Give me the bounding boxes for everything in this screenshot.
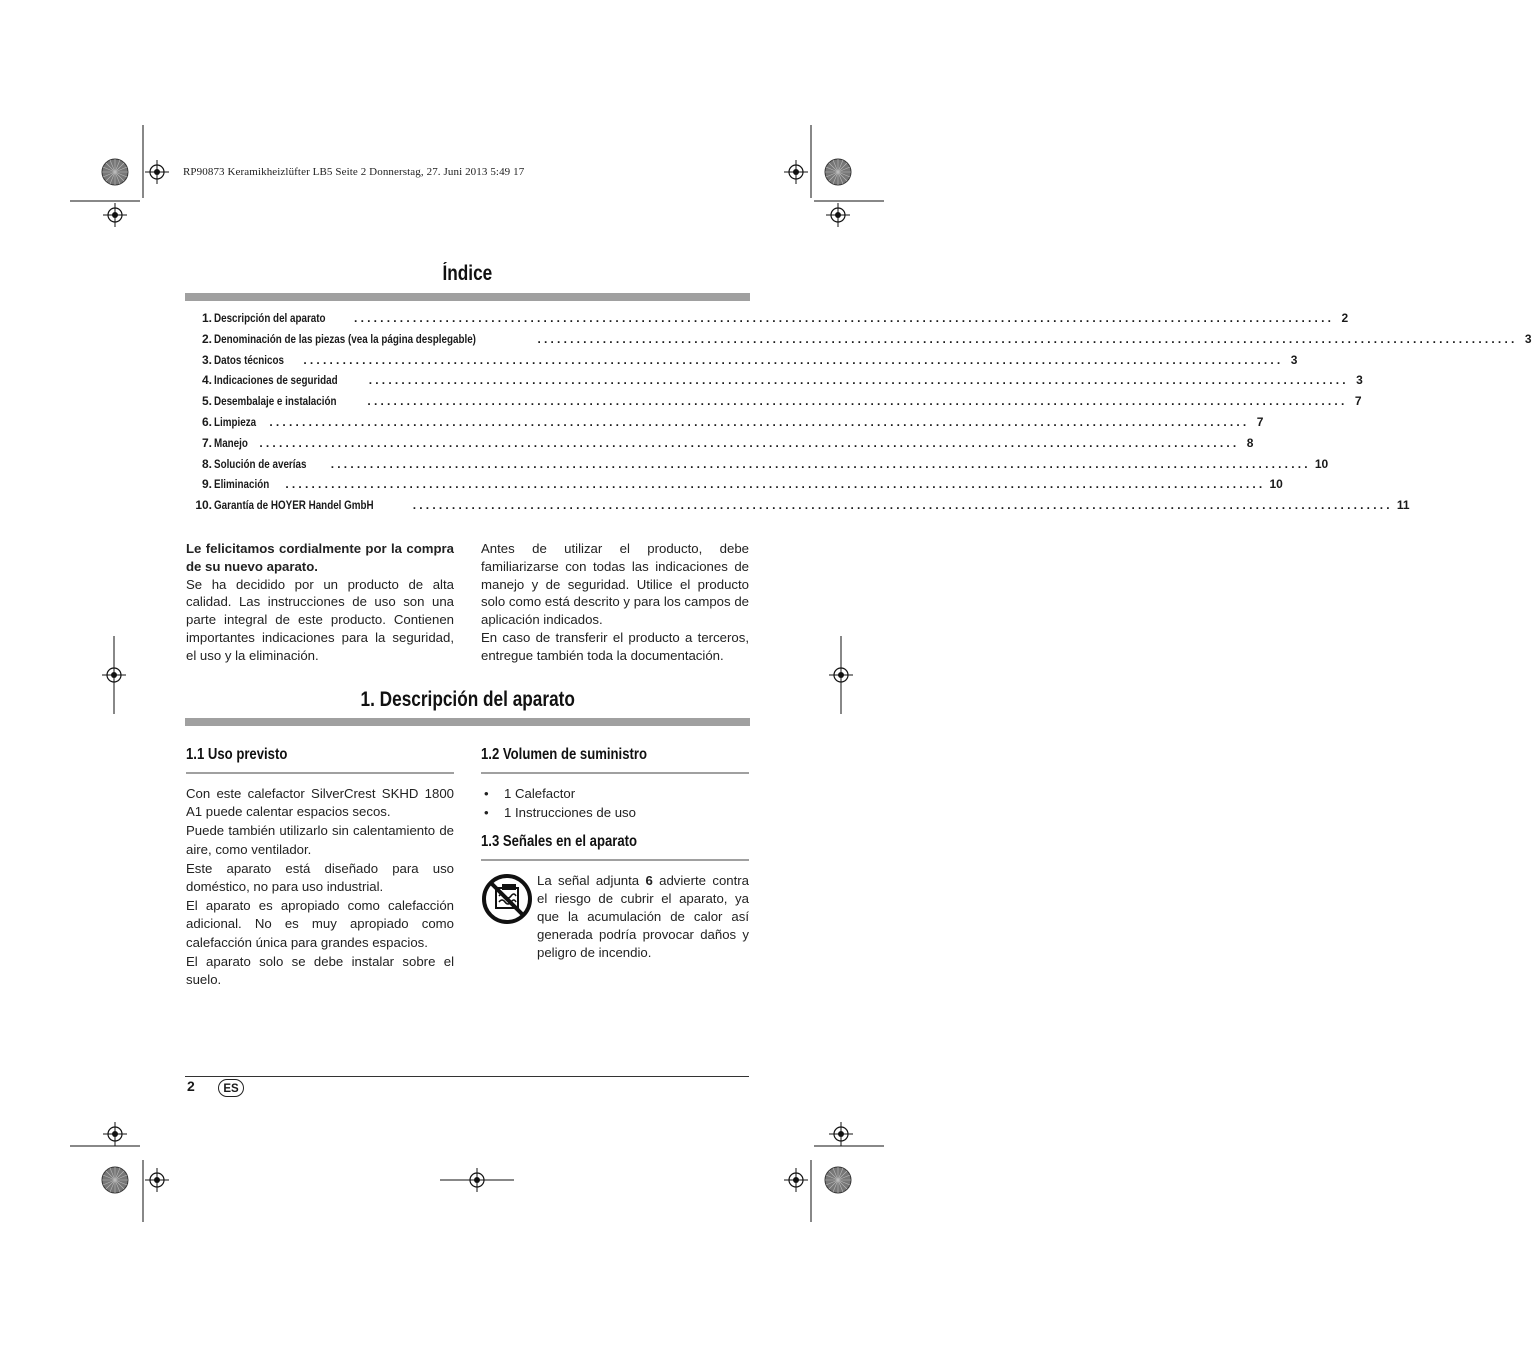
list-item: • 1 Calefactor xyxy=(481,784,749,803)
language-badge: ES xyxy=(218,1079,244,1097)
mark-mid-left xyxy=(102,636,126,714)
intro-right-text-2: En caso de transferir el producto a terceros, entregue también toda la documentación. xyxy=(481,629,749,663)
mark-mid-right xyxy=(829,636,853,714)
uso-paragraph: Puede también utilizarlo sin calentamiento de aire, como ventilador. xyxy=(186,823,454,857)
mark-top-left xyxy=(70,125,169,227)
subsection-line xyxy=(481,859,749,861)
do-not-cover-icon xyxy=(482,872,532,926)
intro-bold-text: Le felicitamos cordialmente por la compra de su nuevo aparato. xyxy=(186,541,454,574)
list-item: • 1 Instrucciones de uso xyxy=(481,803,749,822)
subsection-line xyxy=(481,772,749,774)
section-title: 1. Descripción del aparato xyxy=(360,688,575,711)
toc-entry[interactable]: 3. Datos técnicos ...................................................................................................................................................... 3 xyxy=(201,352,1298,367)
page-number: 2 xyxy=(187,1078,195,1094)
mark-top-right xyxy=(784,125,884,227)
index-title: Índice xyxy=(442,262,493,285)
uso-paragraph: El aparato es apropiado como calefacción adicional. No es muy apropiado como calefacción única para grandes espacios. xyxy=(186,898,454,950)
supply-list xyxy=(481,784,749,822)
intro-left-text: Se ha decidido por un producto de alta calidad. Las instrucciones de uso son una parte integral de este producto. Contienen importantes indicaciones para la seguridad, el uso y la eliminación. xyxy=(186,576,454,663)
uso-paragraph: Este aparato está diseñado para uso doméstico, no para uso industrial. xyxy=(186,860,454,895)
uso-paragraph: Con este calefactor SilverCrest SKHD 1800 A1 puede calentar espacios secos. xyxy=(186,786,454,820)
toc-entry[interactable]: 4. Indicaciones de seguridad ...................................................................................................................................................... 3 xyxy=(201,373,1363,388)
part-reference: 6 xyxy=(645,873,653,888)
toc-entry[interactable]: 9. Eliminación ...................................................................................................................................................... 10 xyxy=(201,477,1283,492)
toc-entry[interactable]: 5. Desembalaje e instalación ...................................................................................................................................................... 7 xyxy=(201,394,1362,409)
senales-text xyxy=(537,872,749,962)
mark-bottom-right xyxy=(784,1122,884,1222)
intro-right-column xyxy=(481,540,749,665)
mark-bottom-center xyxy=(440,1168,514,1192)
uso-paragraph: El aparato solo se debe instalar sobre el suelo. xyxy=(186,953,454,988)
toc-entry[interactable]: 1. Descripción del aparato ...................................................................................................................................................... 2 xyxy=(201,311,1349,325)
toc-entry[interactable]: 10. Garantía de HOYER Handel GmbH ...................................................................................................................................................... 11 xyxy=(195,498,1410,513)
table-of-contents xyxy=(185,311,1532,519)
subsection-title-volumen: 1.2 Volumen de suministro xyxy=(481,746,647,763)
print-header: RP90873 Keramikheizlüfter LB5 Seite 2 Donnerstag, 27. Juni 2013 5:49 17 xyxy=(183,166,525,178)
footer-rule xyxy=(185,1076,749,1077)
senales-text-after: advierte contra el riesgo de cubrir el aparato, ya que la acumulación de calor así generada podría provocar daños y peligro de incendio. xyxy=(537,873,749,960)
index-title-bar xyxy=(185,293,750,301)
intro-right-text-1: Antes de utilizar el producto, debe familiarizarse con todas las indicaciones de manejo y de seguridad. Utilice el producto solo como está descrito y para los campos de aplicación indicados. xyxy=(481,541,749,628)
subsection-title-uso: 1.1 Uso previsto xyxy=(186,746,288,763)
section-title-bar xyxy=(185,718,750,726)
uso-text xyxy=(186,785,454,989)
intro-left-column xyxy=(186,540,454,665)
senales-text-before: La señal adjunta xyxy=(537,873,646,888)
subsection-line xyxy=(186,772,454,774)
mark-bottom-left xyxy=(70,1122,169,1222)
subsection-title-senales: 1.3 Señales en el aparato xyxy=(481,833,638,850)
toc-entry[interactable]: 7. Manejo ...................................................................................................................................................... 8 xyxy=(201,435,1254,450)
toc-entry[interactable]: 2. Denominación de las piezas (vea la página desplegable) ...................................................................................................................................................... 3 xyxy=(201,331,1532,346)
toc-entry[interactable]: 8. Solución de averías ...................................................................................................................................................... 10 xyxy=(201,456,1329,471)
toc-entry[interactable]: 6. Limpieza ...................................................................................................................................................... 7 xyxy=(201,414,1264,429)
